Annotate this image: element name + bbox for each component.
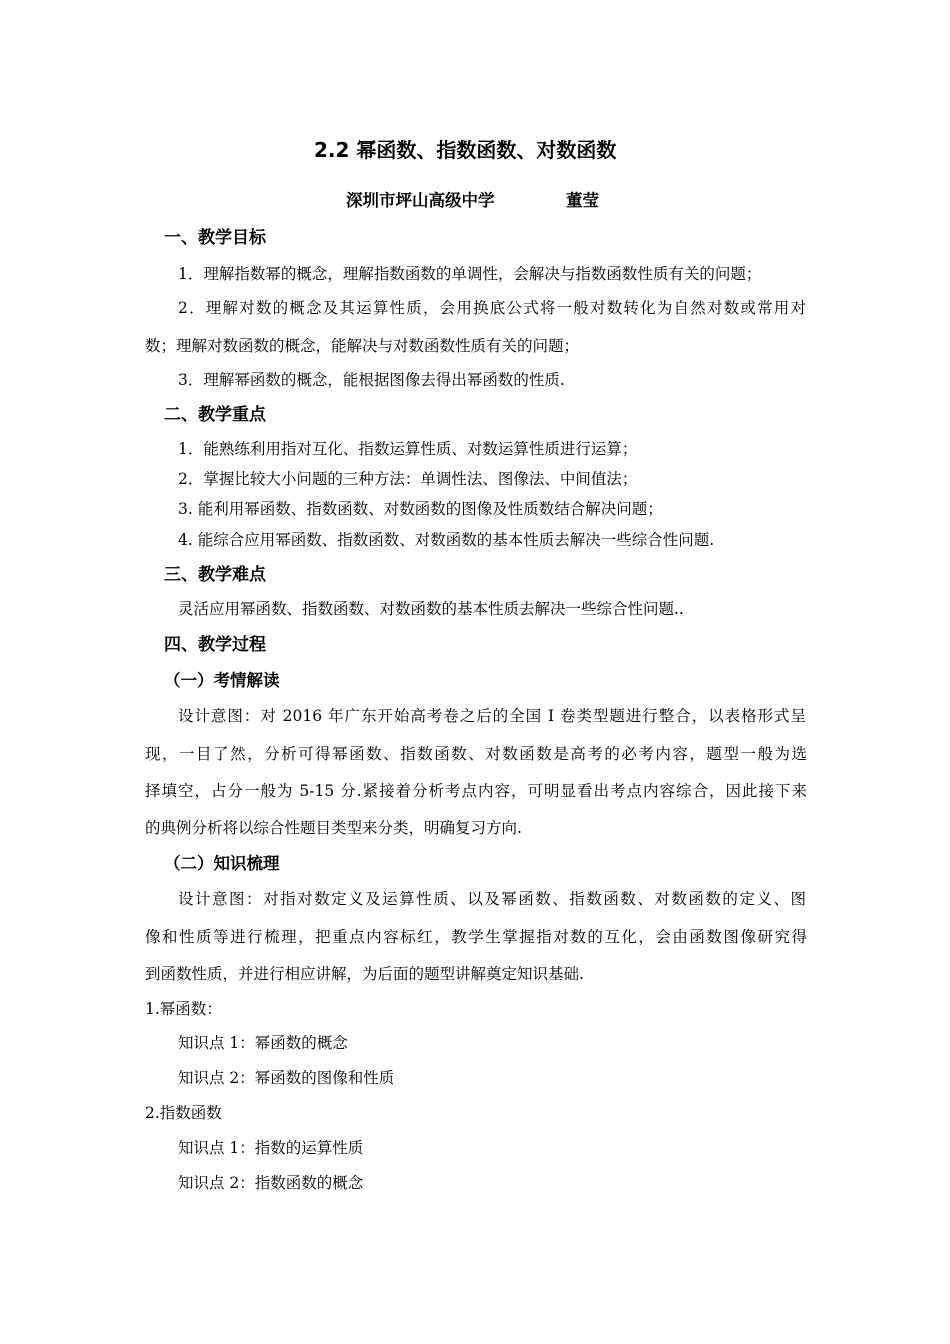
- paragraph-line: 设计意图：对 2016 年广东开始高考卷之后的全国 I 卷类型题进行整合，以表格形式呈: [178, 707, 806, 725]
- section-heading-key-points: 二、教学重点: [164, 405, 266, 425]
- difficulty-text: 灵活应用幂函数、指数函数、对数函数的基本性质去解决一些综合性问题..: [178, 600, 684, 618]
- knowledge-point: 知识点 1：指数的运算性质: [178, 1139, 364, 1157]
- knowledge-point: 知识点 2：幂函数的图像和性质: [178, 1069, 395, 1087]
- goal-item: 1．理解指数幂的概念，理解指数函数的单调性，会解决与指数函数性质有关的问题；: [178, 265, 762, 283]
- knowledge-point: 知识点 2：指数函数的概念: [178, 1174, 364, 1192]
- author-school: 深圳市坪山高级中学: [346, 191, 495, 210]
- subsection-heading-exam-analysis: （一）考情解读: [164, 671, 280, 690]
- paragraph-line: 设计意图：对指对数定义及运算性质、以及幂函数、指数函数、对数函数的定义、图: [178, 890, 806, 908]
- section-heading-process: 四、教学过程: [164, 635, 266, 655]
- author-name: 董莹: [566, 191, 599, 210]
- topic-label: 1.幂函数：: [145, 1000, 222, 1018]
- goal-item: 3．理解幂函数的概念，能根据图像去得出幂函数的性质.: [178, 371, 565, 389]
- document-title: 2.2 幂函数、指数函数、对数函数: [314, 138, 617, 162]
- section-heading-difficulties: 三、教学难点: [164, 565, 266, 585]
- paragraph-line: 择填空，占分一般为 5-15 分.紧接着分析考点内容，可明显看出考点内容综合，因此接下来: [145, 782, 807, 800]
- key-point-item: 2．掌握比较大小问题的三种方法：单调性法、图像法、中间值法；: [178, 470, 638, 488]
- topic-label: 2.指数函数: [145, 1104, 222, 1122]
- paragraph-line: 的典例分析将以综合性题目类型来分类，明确复习方向.: [145, 819, 522, 837]
- key-point-item: 3. 能利用幂函数、指数函数、对数函数的图像及性质数结合解决问题；: [178, 500, 663, 518]
- paragraph-line: 像和性质等进行梳理，把重点内容标红，教学生掌握指对数的互化，会由函数图像研究得: [145, 928, 807, 946]
- subsection-heading-knowledge-review: （二）知识梳理: [164, 854, 280, 873]
- goal-item-continuation: 数；理解对数函数的概念，能解决与对数函数性质有关的问题；: [145, 337, 580, 355]
- goal-item: 2．理解对数的概念及其运算性质，会用换底公式将一般对数转化为自然对数或常用对: [178, 299, 806, 317]
- section-heading-goals: 一、教学目标: [164, 228, 266, 248]
- key-point-item: 4. 能综合应用幂函数、指数函数、对数函数的基本性质去解决一些综合性问题.: [178, 531, 715, 549]
- paragraph-line: 现，一目了然，分析可得幂函数、指数函数、对数函数是高考的必考内容，题型一般为选: [145, 745, 807, 763]
- knowledge-point: 知识点 1：幂函数的概念: [178, 1034, 348, 1052]
- key-point-item: 1．能熟练利用指对互化、指数运算性质、对数运算性质进行运算；: [178, 440, 638, 458]
- paragraph-line: 到函数性质，并进行相应讲解，为后面的题型讲解奠定知识基础.: [145, 965, 584, 983]
